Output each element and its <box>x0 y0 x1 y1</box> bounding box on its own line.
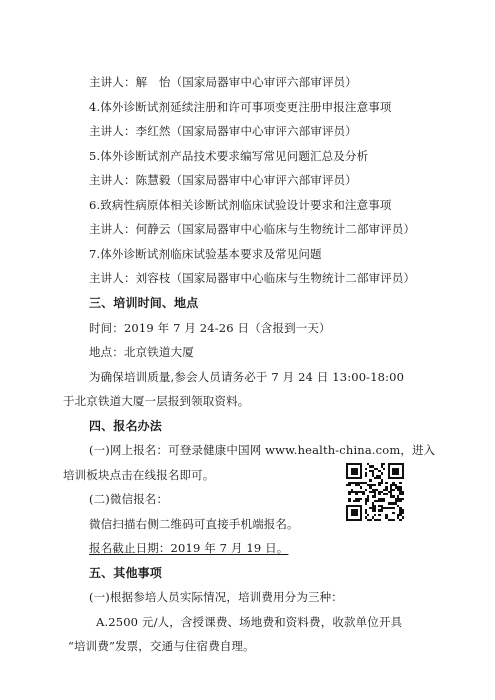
wechat-qr-code-icon[interactable] <box>346 463 404 521</box>
text-line: (一)网上报名：可登录健康中国网 www.health-china.com，进入 <box>89 443 436 457</box>
text-line: 7.体外诊断试剂临床试验基本要求及常见问题 <box>89 247 322 261</box>
text-line: 微信扫描右侧二维码可直接手机端报名。 <box>89 517 299 531</box>
text-line: 时间：2019 年 7 月 24-26 日（含报到一天） <box>89 321 331 335</box>
text-line: 主讲人：何静云（国家局器审中心临床与生物统计二部审评员） <box>89 222 416 236</box>
section-heading: 四、报名办法 <box>89 419 162 433</box>
text-line: 培训板块点击在线报名即可。 <box>63 468 215 482</box>
text-line: (一)根据参培人员实际情况，培训费用分为三种： <box>89 590 343 604</box>
text-line: 主讲人：陈慧毅（国家局器审中心审评六部审评员） <box>89 173 357 187</box>
text-line: 5.体外诊断试剂产品技术要求编写常见问题汇总及分析 <box>89 149 369 163</box>
section-heading: 五、其他事项 <box>89 566 162 580</box>
text-line: 地点：北京铁道大厦 <box>89 345 194 359</box>
text-line: 4.体外诊断试剂延续注册和许可事项变更注册申报注意事项 <box>89 100 392 114</box>
text-line: 于北京铁道大厦一层报到领取资料。 <box>63 394 250 408</box>
section-heading: 三、培训时间、地点 <box>89 296 199 310</box>
text-line: A.2500 元/人，含授课费、场地费和资料费，收款单位开具 <box>96 615 403 629</box>
text-line: 主讲人：李红然（国家局器审中心审评六部审评员） <box>89 124 357 138</box>
text-line: 主讲人：解 怡（国家局器审中心审评六部审评员） <box>89 75 357 89</box>
text-line: 报名截止日期：2019 年 7 月 19 日。 <box>89 541 289 555</box>
text-line: (二)微信报名： <box>89 492 169 506</box>
text-line: 为确保培训质量,参会人员请务必于 7 月 24 日 13:00-18:00 <box>89 370 405 384</box>
text-line: “培训费”发票，交通与住宿费自理。 <box>68 639 255 653</box>
text-line: 主讲人：刘容枝（国家局器审中心临床与生物统计二部审评员） <box>89 271 416 285</box>
text-line: 6.致病性病原体相关诊断试剂临床试验设计要求和注意事项 <box>89 198 392 212</box>
